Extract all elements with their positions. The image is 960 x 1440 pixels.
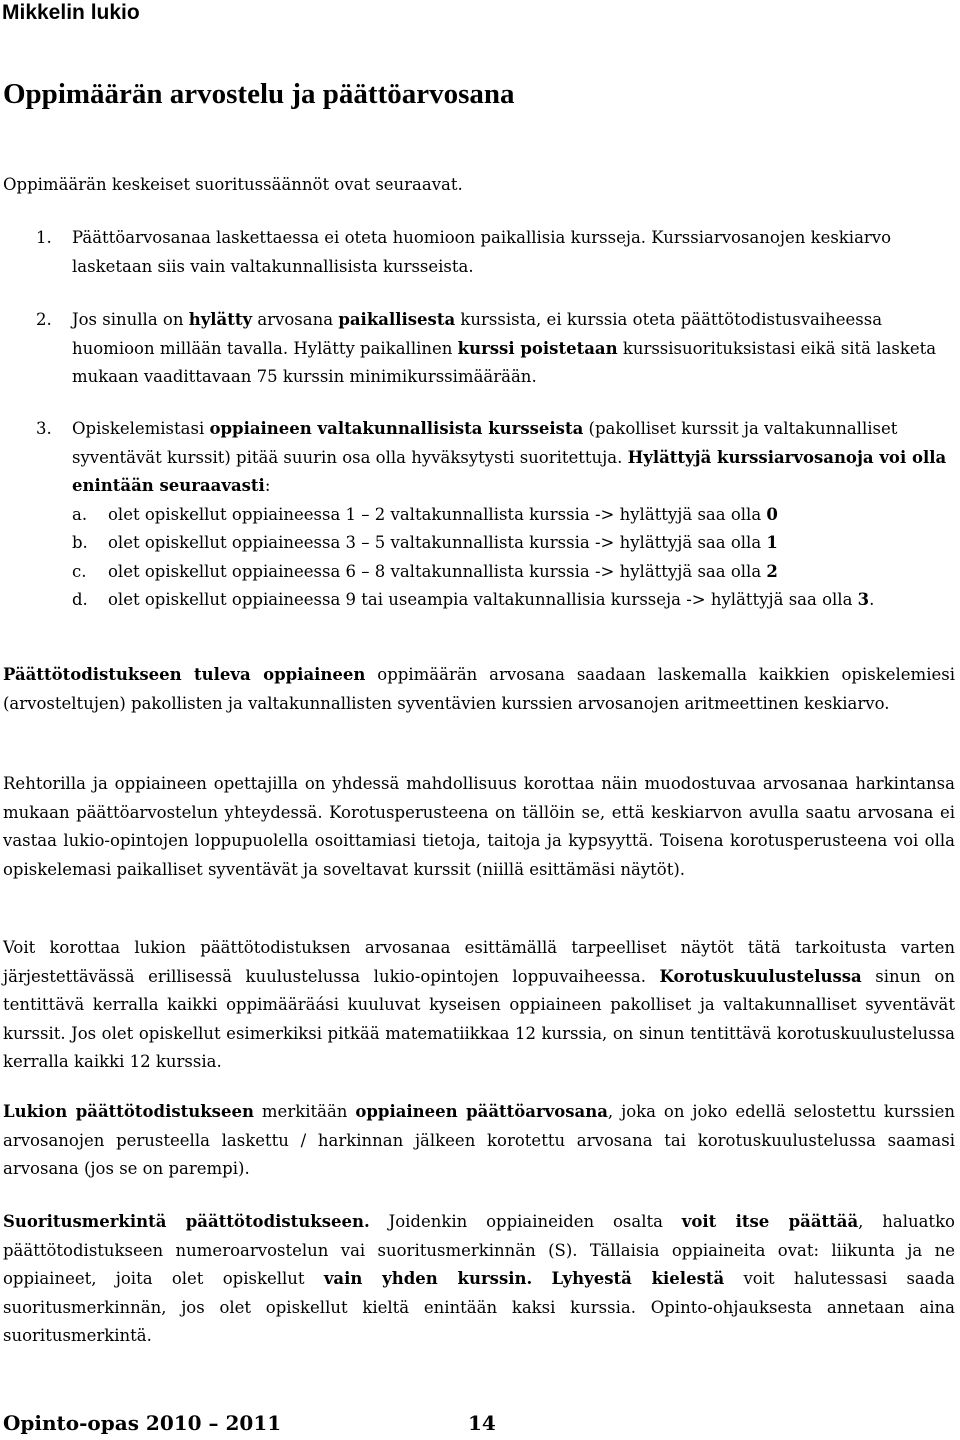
rule-text: Jos sinulla on hylätty arvosana paikallisesta kurssista, ei kurssia oteta päättötodistusvaiheessa huomioon millään tavalla. Hylätty paikallinen kurssi poistetaan kurssisuorituksistasi eikä sitä lasketa mukaan vaadittavaan 75 kurssin minimikurssimäärään. (72, 310, 937, 386)
rule-item-1 (36, 224, 956, 281)
limit-item: c. olet opiskellut oppiaineessa 6 – 8 valtakunnallista kurssia -> hylättyjä saa olla 2 (72, 561, 778, 581)
school-name: Mikkelin lukio (2, 1, 140, 24)
rule-item-2 (36, 306, 956, 392)
intro-text: Oppimäärän keskeiset suoritussäännöt ovat seuraavat. (3, 175, 463, 194)
rule-item-3 (36, 415, 956, 615)
guide-title: Opinto-opas 2010 – 2011 (3, 1411, 282, 1435)
rule-text: Opiskelemistasi oppiaineen valtakunnallisista kursseista (pakolliset kurssit ja valtakunnalliset syventävät kurssit) pitää suurin osa olla hyväksytysti suoritettuja. Hylättyjä kurssiarvosanoja voi olla enintään seuraavasti: a. olet opiskellut oppiaineessa 1 – 2 valtakunnallista kurssia -> hylättyjä saa olla 0 b. olet opiskellut oppiaineessa 3 – 5 valtakunnallista kurssia -> hylättyjä saa olla 1 c. olet opiskellut oppiaineessa 6 – 8 valtakunnallista kurssia -> hylättyjä saa olla 2 d. olet opiskellut oppiaineessa 9 tai useampia valtakunnallisia kursseja -> hylättyjä saa olla 3. (72, 415, 956, 615)
rule-text: Päättöarvosanaa laskettaessa ei oteta huomioon paikallisia kursseja. Kurssiarvosanojen keskiarvo lasketaan siis vain valtakunnallisista kursseista. (72, 228, 892, 276)
page-title: Oppimäärän arvostelu ja päättöarvosana (3, 78, 515, 110)
limit-item: d. olet opiskellut oppiaineessa 9 tai useampia valtakunnallisia kursseja -> hylättyjä saa olla 3. (72, 590, 875, 609)
limit-list (72, 501, 956, 615)
page-number: 14 (468, 1411, 496, 1435)
paragraph-final-grade: Päättötodistukseen tuleva oppiaineen oppimäärän arvosana saadaan laskemalla kaikkien opiskelemiesi (arvosteltujen) pakollisten ja valtakunnallisten syventävien kurssien arvosanojen aritmeettinen keskiarvo. (3, 665, 955, 713)
rule-number: 2. (36, 310, 52, 329)
limit-item: b. olet opiskellut oppiaineessa 3 – 5 valtakunnallista kurssia -> hylättyjä saa olla 1 (72, 533, 778, 552)
paragraph-pass-mark: Suoritusmerkintä päättötodistukseen. Joidenkin oppiaineiden osalta voit itse päättää, haluatko päättötodistukseen numeroarvostelun vai suoritusmerkinnän (S). Tällaisia oppiaineita ovat: liikunta ja ne oppiaineet, joita olet opiskellut vain yhden kurssin. Lyhyestä kielestä voit halutessasi saada suoritusmerkinnän, jos olet opiskellut kieltä enintään kaksi kurssia. Opinto-ohjauksesta annetaan aina suoritusmerkintä. (3, 1212, 956, 1345)
paragraph-raise-grade: Rehtorilla ja oppiaineen opettajilla on yhdessä mahdollisuus korottaa näin muodostuvaa arvosanaa harkintansa mukaan päättöarvostelun yhteydessä. Korotusperusteena on tällöin se, että keskiarvon avulla saatu arvosana ei vastaa lukio-opintojen loppupuolella osoittamiasi tietoja, taitoja ja kypsyyttä. Toisena korotusperusteena voi olla opiskelemasi paikalliset syventävät ja soveltavat kurssit (niillä esittämäsi näytöt). (3, 774, 955, 879)
paragraph-exam: Voit korottaa lukion päättötodistuksen arvosanaa esittämällä tarpeelliset näytöt tätä tarkoitusta varten järjestettävässä erillisessä kuulustelussa lukio-opintojen loppuvaiheessa. Korotuskuulustelussa sinun on tentittävä kerralla kaikki oppimääräási kuuluvat kyseisen oppiaineen pakolliset ja valtakunnalliset syventävät kurssit. Jos olet opiskellut esimerkiksi pitkää matematiikkaa 12 kurssia, on sinun tentittävä korotuskuulustelussa kerralla kaikki 12 kurssia. (3, 938, 955, 1071)
paragraph-certificate: Lukion päättötodistukseen merkitään oppiaineen päättöarvosana, joka on joko edellä selostettu kurssien arvosanojen perusteella laskettu / harkinnan jälkeen korotettu arvosana tai korotuskuulustelussa saamasi arvosana (jos se on parempi). (3, 1102, 956, 1178)
rule-number: 1. (36, 228, 52, 247)
limit-item: a. olet opiskellut oppiaineessa 1 – 2 valtakunnallista kurssia -> hylättyjä saa olla 0 (72, 504, 778, 524)
rule-number: 3. (36, 419, 52, 438)
footer (3, 1410, 496, 1436)
